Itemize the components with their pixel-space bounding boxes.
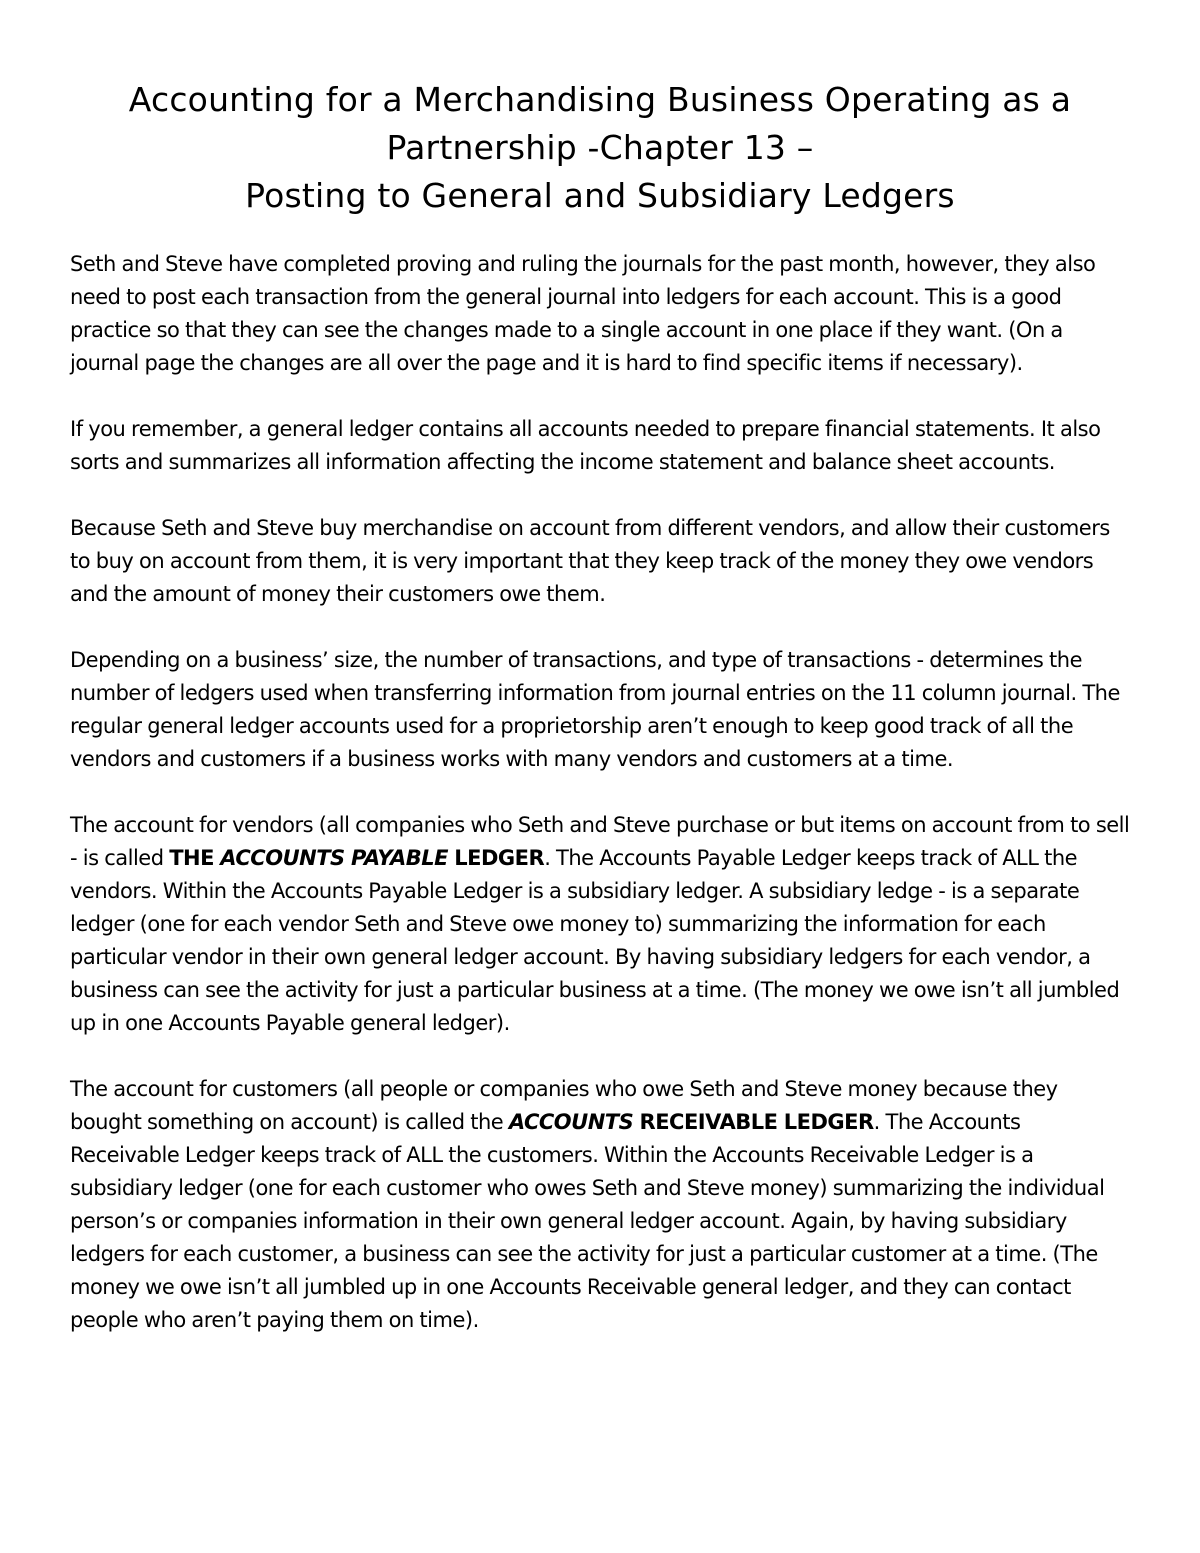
- paragraph-number-of-ledgers: Depending on a business’ size, the number of transactions, and type of transactions - determines the number of ledgers used when transferring information from journal entries on the 11 column journal. The regular general ledger accounts used for a proprietorship aren’t enough to keep good track of all the vendors and customers if a business works with many vendors and customers at a time.: [70, 648, 1120, 771]
- title-line-2: Partnership -Chapter 13 –: [386, 128, 814, 167]
- title-line-3: Posting to General and Subsidiary Ledgers: [245, 176, 955, 215]
- accounts-payable-explanation: . The Accounts Payable Ledger keeps track of ALL the vendors. Within the Accounts Payable Ledger is a subsidiary ledger. A subsidiary ledge - is a separate ledger (one for each vendor Seth and Steve owe money to) summarizing the information for each particular vendor in their own general ledger account. By having subsidiary ledgers for each vendor, a business can see the activity for just a particular business at a time. (The money we owe isn’t all jumbled up in one Accounts Payable general ledger).: [70, 846, 1120, 1035]
- document-body: [70, 248, 1132, 1370]
- page-title: [60, 76, 1140, 220]
- paragraph-accounts-payable: [70, 809, 1132, 1040]
- title-line-1: Accounting for a Merchandising Business Operating as a: [128, 80, 1072, 119]
- accounts-payable-intro: The account for vendors (all companies who Seth and Steve purchase or but items on account from to sell - is called: [70, 813, 1130, 870]
- accounts-payable-term-suffix: LEDGER: [447, 846, 545, 870]
- accounts-payable-term-prefix: THE: [169, 846, 221, 870]
- accounts-payable-term-italic: ACCOUNTS PAYABLE: [220, 846, 448, 870]
- accounts-receivable-ledger-term: [509, 1110, 874, 1134]
- paragraph-accounts-receivable: [70, 1073, 1132, 1337]
- paragraph-vendors-customers: Because Seth and Steve buy merchandise on account from different vendors, and allow their customers to buy on account from them, it is very important that they keep track of the money they owe vendors and the amount of money their customers owe them.: [70, 516, 1110, 606]
- accounts-receivable-term-italic: ACCOUNTS: [508, 1110, 634, 1134]
- paragraph-general-ledger: If you remember, a general ledger contains all accounts needed to prepare financial statements. It also sorts and summarizes all information affecting the income statement and balance sheet accounts.: [70, 417, 1101, 474]
- accounts-receivable-term-suffix: RECEIVABLE LEDGER: [633, 1110, 874, 1134]
- accounts-payable-ledger-term: [169, 846, 544, 870]
- accounts-receivable-intro: The account for customers (all people or companies who owe Seth and Steve money because they bought something on account) is called the: [70, 1077, 1058, 1134]
- paragraph-journals-posting: Seth and Steve have completed proving and ruling the journals for the past month, however, they also need to post each transaction from the general journal into ledgers for each account. This is a good practice so that they can see the changes made to a single account in one place if they want. (On a journal page the changes are all over the page and it is hard to find specific items if necessary).: [70, 252, 1096, 375]
- accounts-receivable-explanation: . The Accounts Receivable Ledger keeps track of ALL the customers. Within the Accounts Receivable Ledger is a subsidiary ledger (one for each customer who owes Seth and Steve money) summarizing the individual person’s or companies information in their own general ledger account. Again, by having subsidiary ledgers for each customer, a business can see the activity for just a particular customer at a time. (The money we owe isn’t all jumbled up in one Accounts Receivable general ledger, and they can contact people who aren’t paying them on time).: [70, 1110, 1105, 1332]
